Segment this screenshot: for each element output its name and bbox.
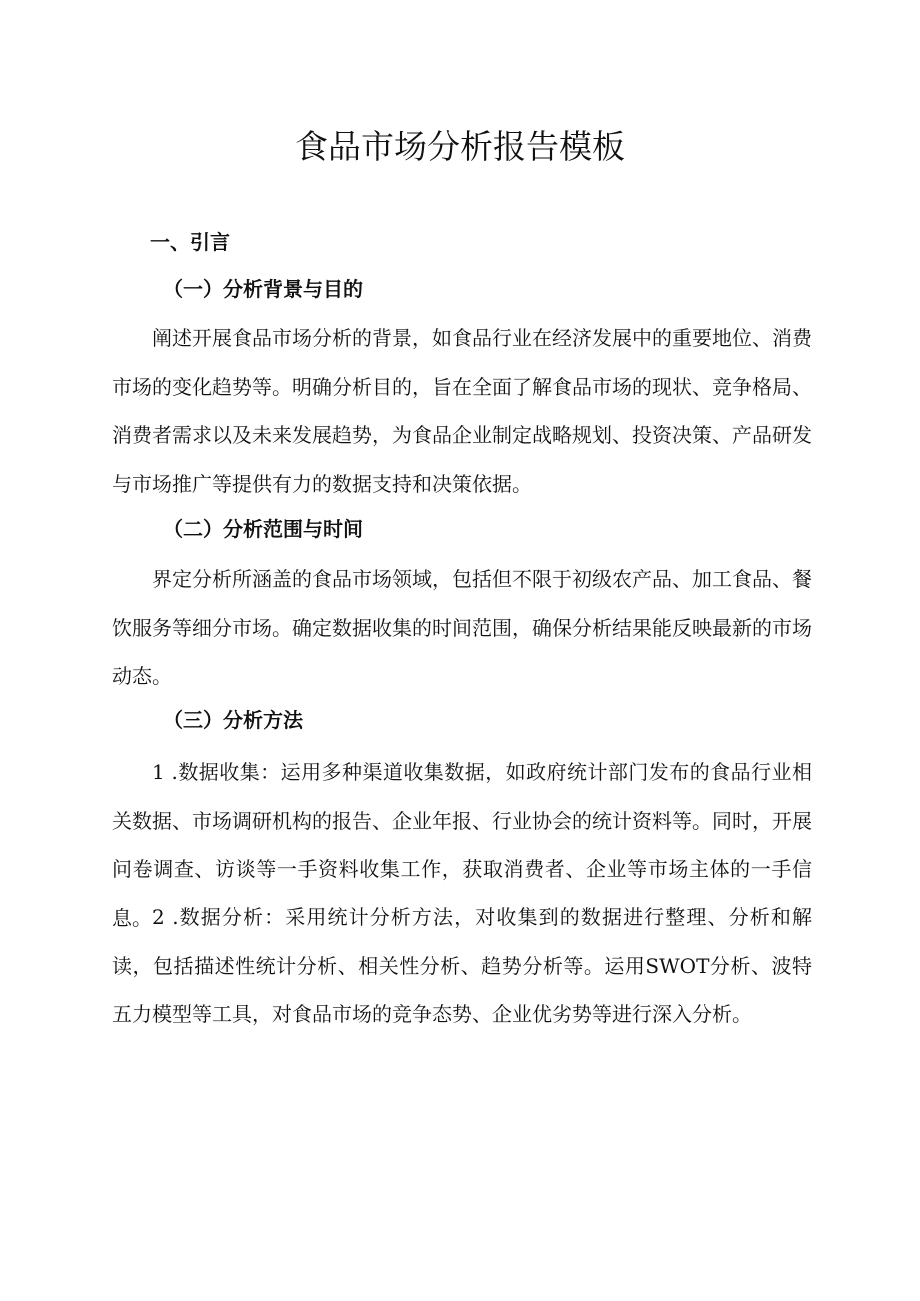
paragraph-data-analysis: 2 .数据分析：采用统计分析方法，对收集到的数据进行整理、分析和解读，包括描述性统计分析、相关性分析、趋势分析等。运用SWOT分析、波特五力模型等工具，对食品市场的竞争态势、企业优劣势等进行深入分析。 [112, 905, 812, 1026]
paragraph-scope: 界定分析所涵盖的食品市场领域，包括但不限于初级农产品、加工食品、餐饮服务等细分市场。确定数据收集的时间范围，确保分析结果能反映最新的市场动态。 [112, 567, 812, 688]
paragraph-data-collection: 1 .数据收集：运用多种渠道收集数据，如政府统计部门发布的食品行业相关数据、市场调研机构的报告、企业年报、行业协会的统计资料等。同时，开展问卷调查、访谈等一手资料收集工作，获取消费者、企业等市场主体的一手信息。 [112, 760, 812, 930]
subsection-heading-scope: （二）分析范围与时间 [163, 517, 363, 541]
subsection-heading-background: （一）分析背景与目的 [163, 277, 363, 301]
document-title: 食品市场分析报告模板 [295, 127, 625, 166]
paragraph-background: 阐述开展食品市场分析的背景，如食品行业在经济发展中的重要地位、消费市场的变化趋势等。明确分析目的，旨在全面了解食品市场的现状、竞争格局、消费者需求以及未来发展趋势，为食品企业制定战略规划、投资决策、产品研发与市场推广等提供有力的数据支持和决策依据。 [112, 326, 812, 496]
subsection-heading-methods: （三）分析方法 [163, 708, 303, 732]
section-heading-introduction: 一、引言 [150, 230, 230, 254]
